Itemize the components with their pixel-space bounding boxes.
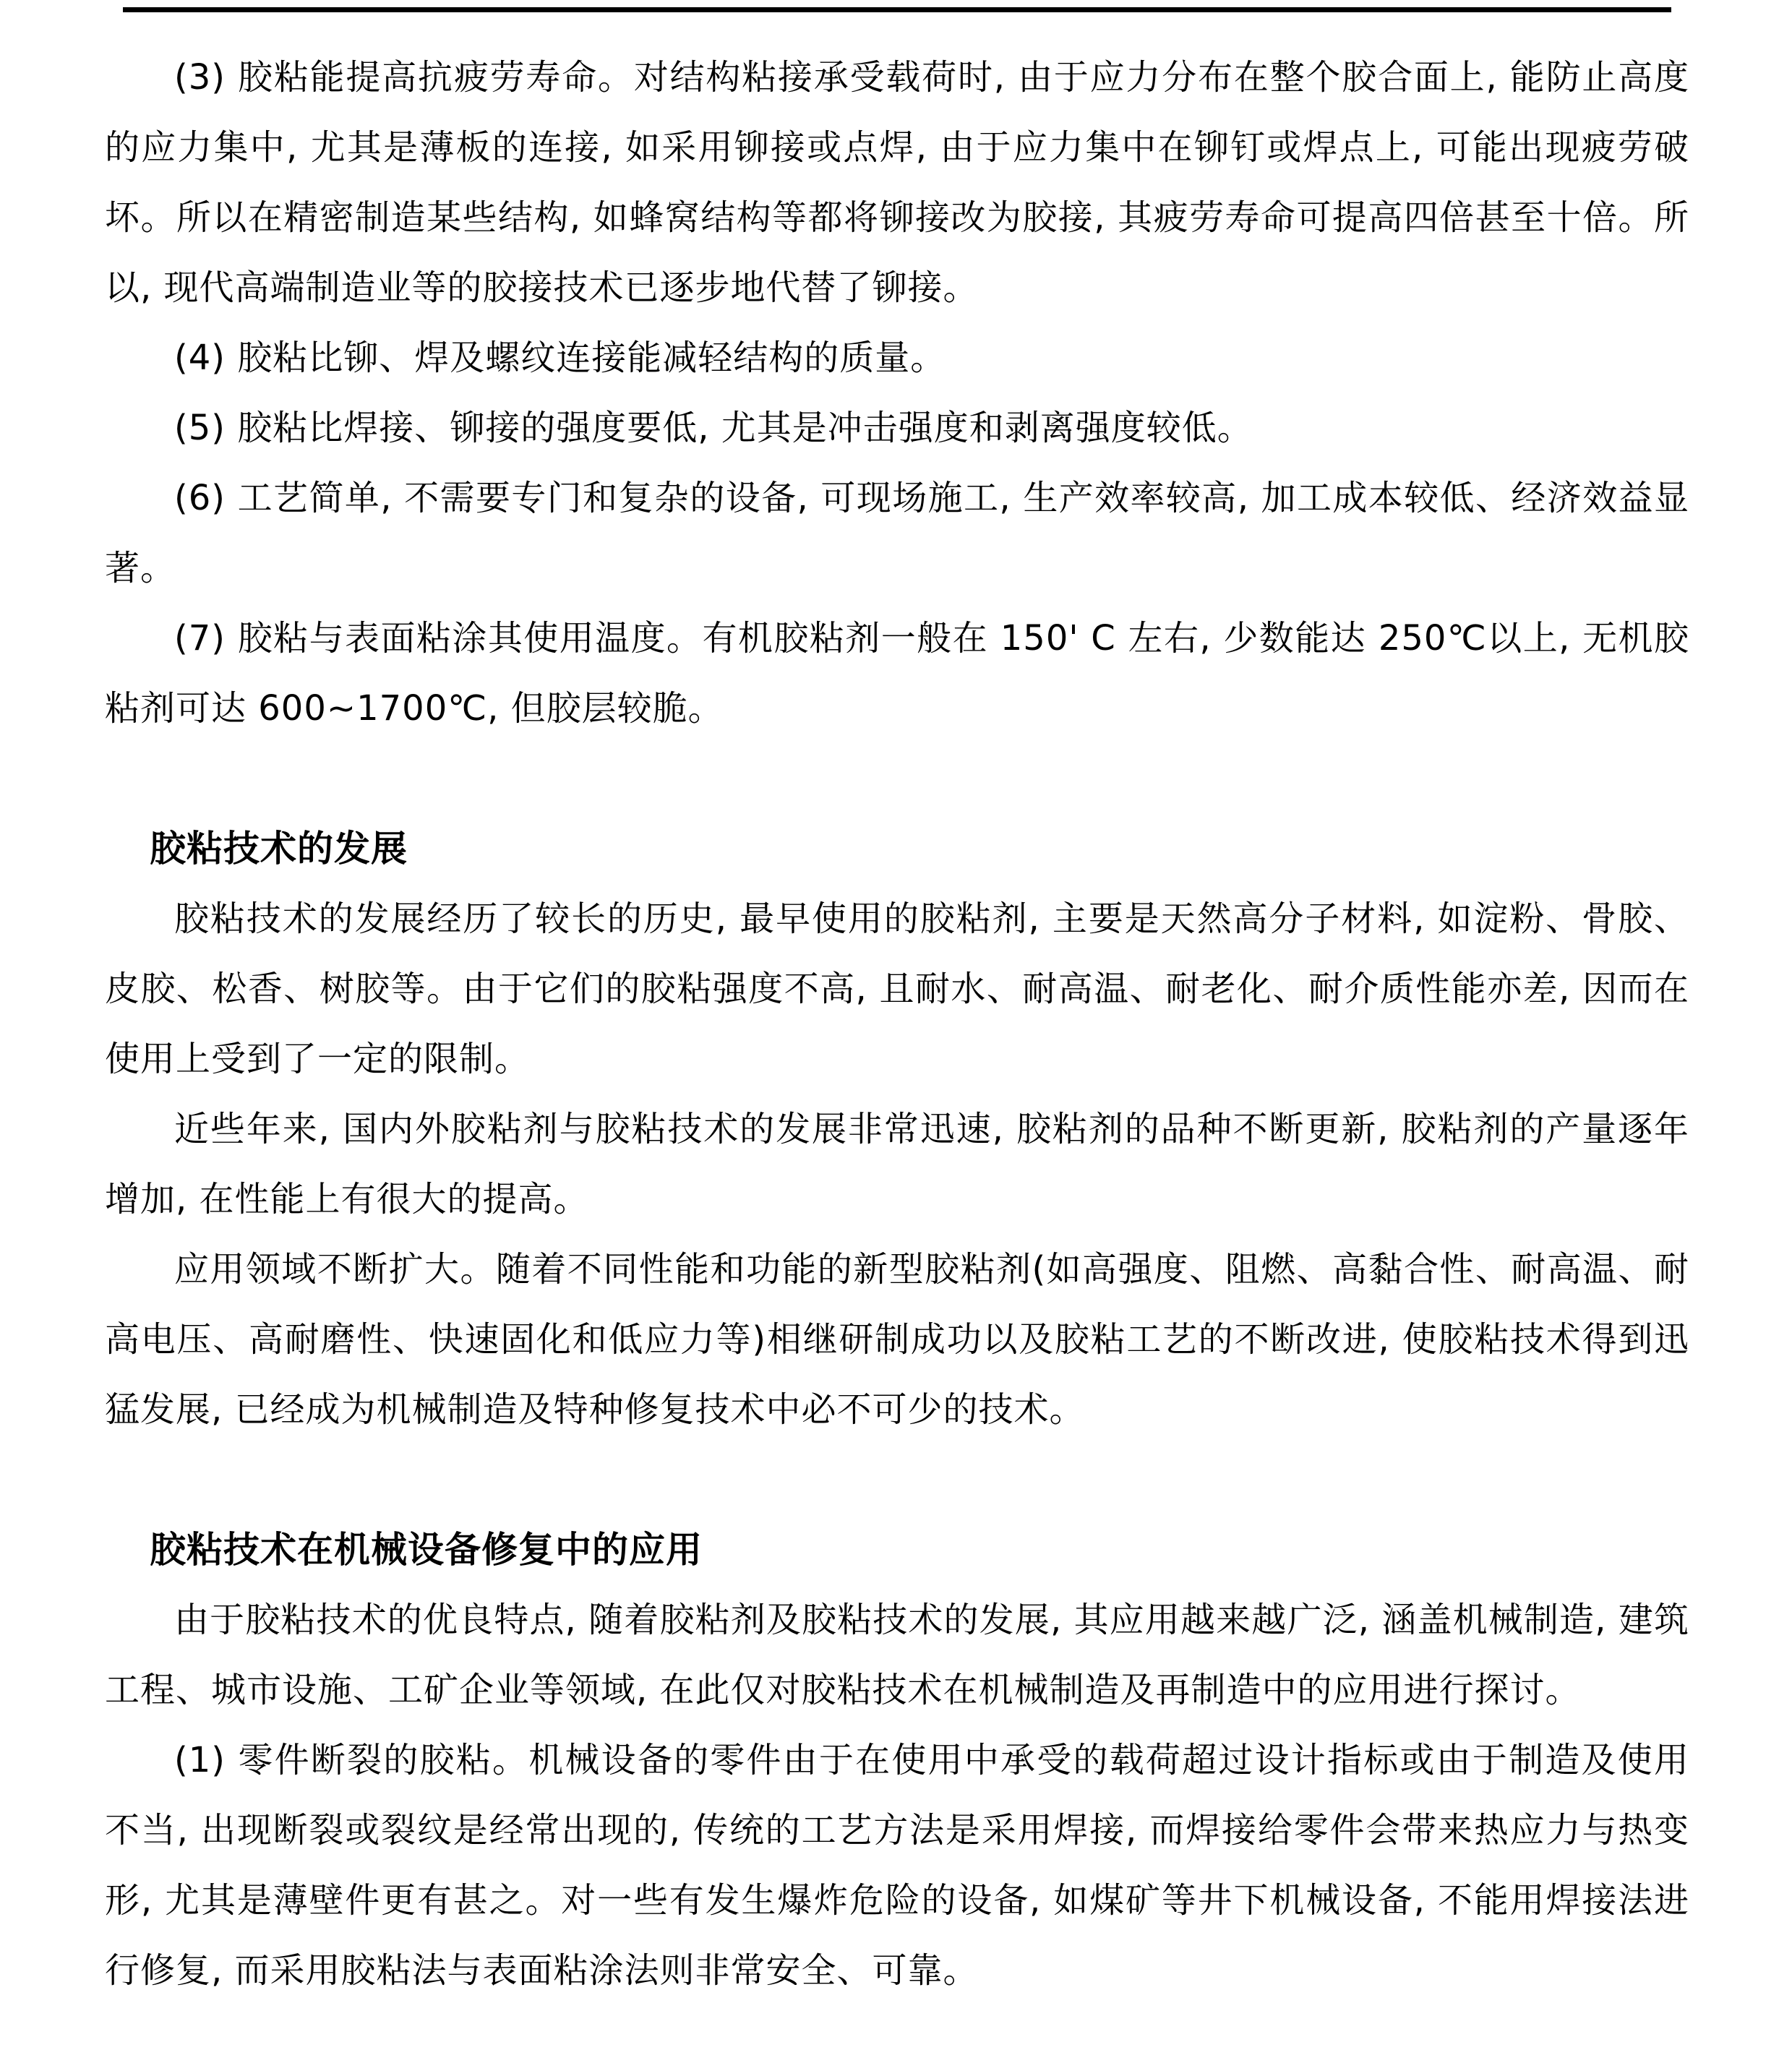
- paragraph-recent-years: 近些年来, 国内外胶粘剂与胶粘技术的发展非常迅速, 胶粘剂的品种不断更新, 胶粘剂的产量逐年增加, 在性能上有很大的提高。: [105, 1109, 1689, 1219]
- paragraph-fracture-bonding: (1) 零件断裂的胶粘。机械设备的零件由于在使用中承受的载荷超过设计指标或由于制造及使用不当, 出现断裂或裂纹是经常出现的, 传统的工艺方法是采用焊接, 而焊接给零件会带来热应力与热变形, 尤其是薄壁件更有甚之。对一些有发生爆炸危险的设备, 如煤矿等井下机械设备, 不能用焊接法进行修复, 而采用胶粘法与表面粘涂法则非常安全、可靠。: [105, 1740, 1689, 1991]
- paragraph-advantage-6: (6) 工艺简单, 不需要专门和复杂的设备, 可现场施工, 生产效率较高, 加工成本较低、经济效益显著。: [105, 478, 1689, 588]
- section-heading-development: 胶粘技术的发展: [150, 828, 408, 870]
- paragraph-repair-intro: 由于胶粘技术的优良特点, 随着胶粘剂及胶粘技术的发展, 其应用越来越广泛, 涵盖机械制造, 建筑工程、城市设施、工矿企业等领域, 在此仅对胶粘技术在机械制造及再制造中的应用进行探讨。: [105, 1600, 1689, 1710]
- paragraph-advantage-5: (5) 胶粘比焊接、铆接的强度要低, 尤其是冲击强度和剥离强度较低。: [174, 408, 1253, 448]
- section-heading-repair: 胶粘技术在机械设备修复中的应用: [150, 1529, 703, 1571]
- paragraph-advantage-7: (7) 胶粘与表面粘涂其使用温度。有机胶粘剂一般在 150' C 左右, 少数能达 250℃以上, 无机胶粘剂可达 600~1700℃, 但胶层较脆。: [105, 618, 1689, 729]
- document-body: [105, 43, 1689, 2006]
- paragraph-advantage-4: (4) 胶粘比铆、焊及螺纹连接能减轻结构的质量。: [174, 338, 946, 378]
- paragraph-history: 胶粘技术的发展经历了较长的历史, 最早使用的胶粘剂, 主要是天然高分子材料, 如淀粉、骨胶、皮胶、松香、树胶等。由于它们的胶粘强度不高, 且耐水、耐高温、耐老化、耐介质性能亦差, 因而在使用上受到了一定的限制。: [105, 899, 1689, 1079]
- paragraph-advantage-3: (3) 胶粘能提高抗疲劳寿命。对结构粘接承受载荷时, 由于应力分布在整个胶合面上, 能防止高度的应力集中, 尤其是薄板的连接, 如采用铆接或点焊, 由于应力集中在铆钉或焊点上, 可能出现疲劳破坏。所以在精密制造某些结构, 如蜂窝结构等都将铆接改为胶接, 其疲劳寿命可提高四倍甚至十倍。所以, 现代高端制造业等的胶接技术已逐步地代替了铆接。: [105, 57, 1689, 308]
- header-rule: [123, 7, 1671, 12]
- paragraph-application-growth: 应用领域不断扩大。随着不同性能和功能的新型胶粘剂(如高强度、阻燃、高黏合性、耐高温、耐高电压、高耐磨性、快速固化和低应力等)相继研制成功以及胶粘工艺的不断改进, 使胶粘技术得到迅猛发展, 已经成为机械制造及特种修复技术中必不可少的技术。: [105, 1249, 1689, 1430]
